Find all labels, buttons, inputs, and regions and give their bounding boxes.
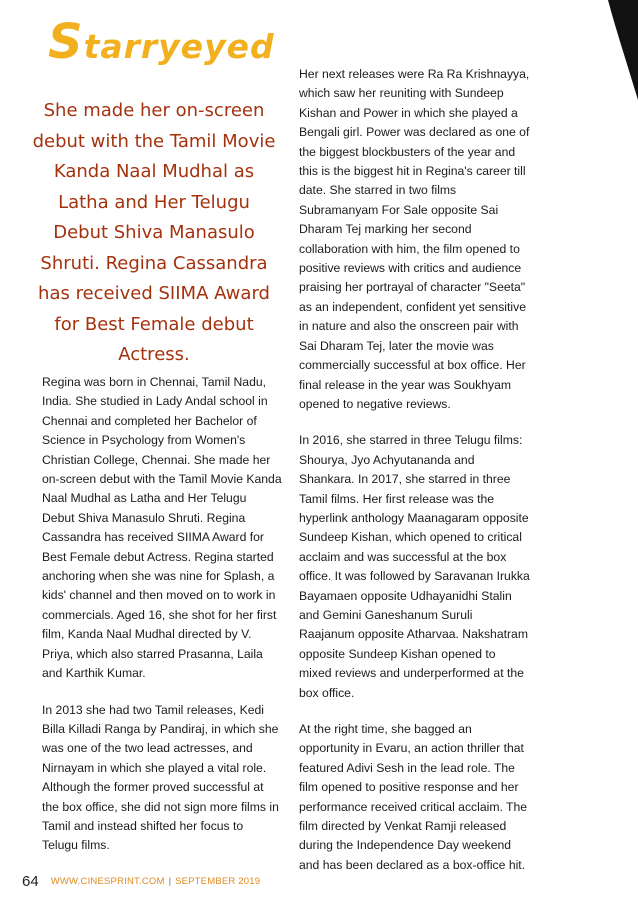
page-footer <box>22 871 260 891</box>
left-column <box>42 373 282 856</box>
body-paragraph: In 2013 she had two Tamil releases, Kedi Billa Killadi Ranga by Pandiraj, in which she was one of the two lead actresses, and Nirnayam in which she played a vital role. Although the former proved successful at the box office, she did not sign more films in Tamil and instead shifted her focus to Telugu films. <box>42 702 279 853</box>
masthead-initial: S <box>48 14 84 70</box>
body-paragraph: Regina was born in Chennai, Tamil Nadu, India. She studied in Lady Andal school in Chennai and completed her Bachelor of Science in Psychology from Women's Christian College, Chennai. She made her on-screen debut with the Tamil Movie Kanda Naal Mudhal as Latha and Her Telugu Debut Shiva Manasulo Shruti. Regina Cassandra has received SIIMA Award for Best Female debut Actress. Regina started anchoring when she was nine for Splash, a kids' channel and then moved on to work in commercials. Aged 16, she shot for her first film, Kanda Naal Mudhal directed by V. Priya, which also starred Prasanna, Laila and Karthik Kumar. <box>42 375 282 681</box>
body-paragraph: In 2016, she starred in three Telugu films: Shourya, Jyo Achyutananda and Shankara. In 2017, she starred in three Tamil films. Her first release was the hyperlink anthology Maanagaram opposite Sundeep Kishan, which opened to critical acclaim and was successful at the box office. It was followed by Saravanan Irukka Bayamaen opposite Udhayanidhi Stalin and Gemini Ganeshanum Suruli Raajanum opposite Atharvaa. Nakshatram opposite Sundeep Kishan opened to mixed reviews and underperformed at the box office. <box>299 433 530 700</box>
body-paragraph: At the right time, she bagged an opportunity in Evaru, an action thriller that featured Adivi Sesh in the lead role. The film opened to positive response and her performance received critical acclaim. The film directed by Venkat Ramji released during the Independence Day weekend and has been declared as a box-office hit. <box>299 722 528 872</box>
website-link[interactable]: WWW.CINESPRINT.COM <box>50 875 165 887</box>
footer-separator: | <box>168 875 172 887</box>
issue-date: SEPTEMBER 2019 <box>175 875 261 887</box>
pull-quote: She made her on-screen debut with the Tamil Movie Kanda Naal Mudhal as Latha and Her Telugu Debut Shiva Manasulo Shruti. Regina Cassandra has received SIIMA Award for Best Female debut Actress. <box>32 100 276 365</box>
right-column <box>299 65 531 875</box>
corner-decoration <box>568 0 638 903</box>
body-paragraph: Her next releases were Ra Ra Krishnayya, which saw her reuniting with Sundeep Kishan and Power in which she played a Bengali girl. Power was declared as one of the biggest blockbusters of the year and this is the biggest hit in Regina's career till date. She starred in two films Subramanyam For Sale opposite Sai Dharam Tej marking her second collaboration with him, the film opened to positive reviews with critics and audience praising her portrayal of character "Seeta" as an independent, confident yet sensitive in nature and also the onscreen pair with Sai Dharam Tej, later the movie was commercially successful at box office. Her final release in the year was Soukhyam opened to negative reviews. <box>299 67 530 411</box>
page-number: 64 <box>22 872 39 890</box>
masthead-title <box>48 14 275 70</box>
masthead-rest: tarryeyed <box>83 27 275 66</box>
